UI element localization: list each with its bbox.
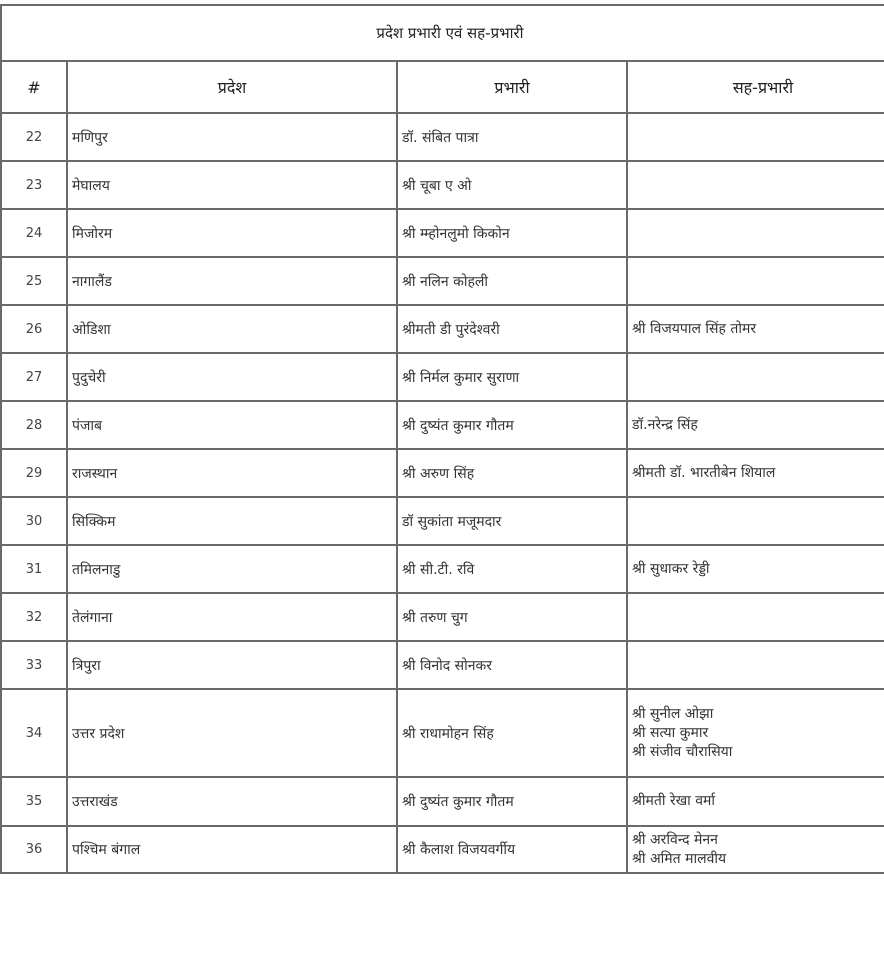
incharge-cell: डॉ सुकांता मजूमदार	[397, 497, 627, 545]
incharge-cell: श्री दुष्यंत कुमार गौतम	[397, 401, 627, 449]
co-incharge-name: श्री अमित मालवीय	[632, 850, 727, 867]
co-incharge-name: श्री सुनील ओझा	[632, 705, 714, 722]
incharge-cell: श्री कैलाश विजयवर्गीय	[397, 826, 627, 873]
co-incharge-cell	[627, 689, 884, 777]
co-incharge-cell	[627, 401, 884, 449]
table-row	[1, 449, 884, 497]
table-row	[1, 777, 884, 826]
co-incharge-name: श्री विजयपाल सिंह तोमर	[632, 320, 757, 337]
co-incharge-name: श्री अरविन्द मेनन	[632, 831, 718, 848]
incharge-cell: श्री निर्मल कुमार सुराणा	[397, 353, 627, 401]
row-number: 31	[1, 545, 67, 593]
state-cell: पुदुचेरी	[67, 353, 397, 401]
table-row	[1, 641, 884, 689]
row-number: 29	[1, 449, 67, 497]
table-body	[1, 113, 884, 873]
co-incharge-cell	[627, 305, 884, 353]
state-cell: उत्तर प्रदेश	[67, 689, 397, 777]
row-number: 36	[1, 826, 67, 873]
incharge-cell: श्री म्म्होनलुमो किकोन	[397, 209, 627, 257]
co-incharge-cell	[627, 641, 884, 689]
header-co-incharge: सह-प्रभारी	[627, 61, 884, 113]
incharge-cell: श्री राधामोहन सिंह	[397, 689, 627, 777]
state-cell: उत्तराखंड	[67, 777, 397, 826]
co-incharge-cell	[627, 257, 884, 305]
state-cell: नागालैंड	[67, 257, 397, 305]
header-incharge: प्रभारी	[397, 61, 627, 113]
table-row	[1, 401, 884, 449]
table-row	[1, 257, 884, 305]
table-row	[1, 353, 884, 401]
row-number: 30	[1, 497, 67, 545]
co-incharge-name: श्री सत्या कुमार	[632, 724, 709, 741]
row-number: 33	[1, 641, 67, 689]
incharge-cell: डॉ. संबित पात्रा	[397, 113, 627, 161]
state-cell: राजस्थान	[67, 449, 397, 497]
incharge-cell: श्री विनोद सोनकर	[397, 641, 627, 689]
table-row	[1, 689, 884, 777]
state-cell: त्रिपुरा	[67, 641, 397, 689]
table-row	[1, 113, 884, 161]
row-number: 23	[1, 161, 67, 209]
co-incharge-name: श्री सुधाकर रेड्डी	[632, 560, 710, 577]
incharge-table	[0, 4, 884, 874]
state-cell: पश्चिम बंगाल	[67, 826, 397, 873]
co-incharge-cell	[627, 161, 884, 209]
co-incharge-cell	[627, 777, 884, 826]
incharge-cell: श्री नलिन कोहली	[397, 257, 627, 305]
co-incharge-name: श्री संजीव चौरासिया	[632, 743, 733, 760]
co-incharge-cell	[627, 353, 884, 401]
table-row	[1, 826, 884, 873]
co-incharge-cell	[627, 113, 884, 161]
table-row	[1, 593, 884, 641]
incharge-cell: श्री सी.टी. रवि	[397, 545, 627, 593]
state-cell: मेघालय	[67, 161, 397, 209]
co-incharge-cell	[627, 545, 884, 593]
row-number: 22	[1, 113, 67, 161]
table-row	[1, 305, 884, 353]
title-row	[1, 5, 884, 61]
row-number: 28	[1, 401, 67, 449]
state-cell: पंजाब	[67, 401, 397, 449]
incharge-cell: श्री चूबा ए ओ	[397, 161, 627, 209]
co-incharge-cell	[627, 209, 884, 257]
row-number: 32	[1, 593, 67, 641]
table-row	[1, 545, 884, 593]
header-state: प्रदेश	[67, 61, 397, 113]
incharge-cell: श्री अरुण सिंह	[397, 449, 627, 497]
state-cell: मिजोरम	[67, 209, 397, 257]
row-number: 24	[1, 209, 67, 257]
header-row	[1, 61, 884, 113]
co-incharge-cell	[627, 593, 884, 641]
row-number: 26	[1, 305, 67, 353]
co-incharge-name: डॉ.नरेन्द्र सिंह	[632, 416, 698, 433]
incharge-cell: श्री तरुण चुग	[397, 593, 627, 641]
row-number: 34	[1, 689, 67, 777]
row-number: 25	[1, 257, 67, 305]
row-number: 27	[1, 353, 67, 401]
state-cell: तेलंगाना	[67, 593, 397, 641]
table-row	[1, 497, 884, 545]
incharge-cell: श्री दुष्यंत कुमार गौतम	[397, 777, 627, 826]
state-cell: तमिलनाडु	[67, 545, 397, 593]
header-number: #	[1, 61, 67, 113]
co-incharge-cell	[627, 826, 884, 873]
incharge-cell: श्रीमती डी पुरंदेश्वरी	[397, 305, 627, 353]
table-row	[1, 161, 884, 209]
row-number: 35	[1, 777, 67, 826]
co-incharge-cell	[627, 449, 884, 497]
state-cell: ओडिशा	[67, 305, 397, 353]
table-row	[1, 209, 884, 257]
co-incharge-cell	[627, 497, 884, 545]
state-cell: मणिपुर	[67, 113, 397, 161]
table-title: प्रदेश प्रभारी एवं सह-प्रभारी	[1, 5, 884, 61]
state-cell: सिक्किम	[67, 497, 397, 545]
co-incharge-name: श्रीमती रेखा वर्मा	[632, 793, 716, 809]
co-incharge-name: श्रीमती डॉ. भारतीबेन शियाल	[632, 464, 776, 481]
